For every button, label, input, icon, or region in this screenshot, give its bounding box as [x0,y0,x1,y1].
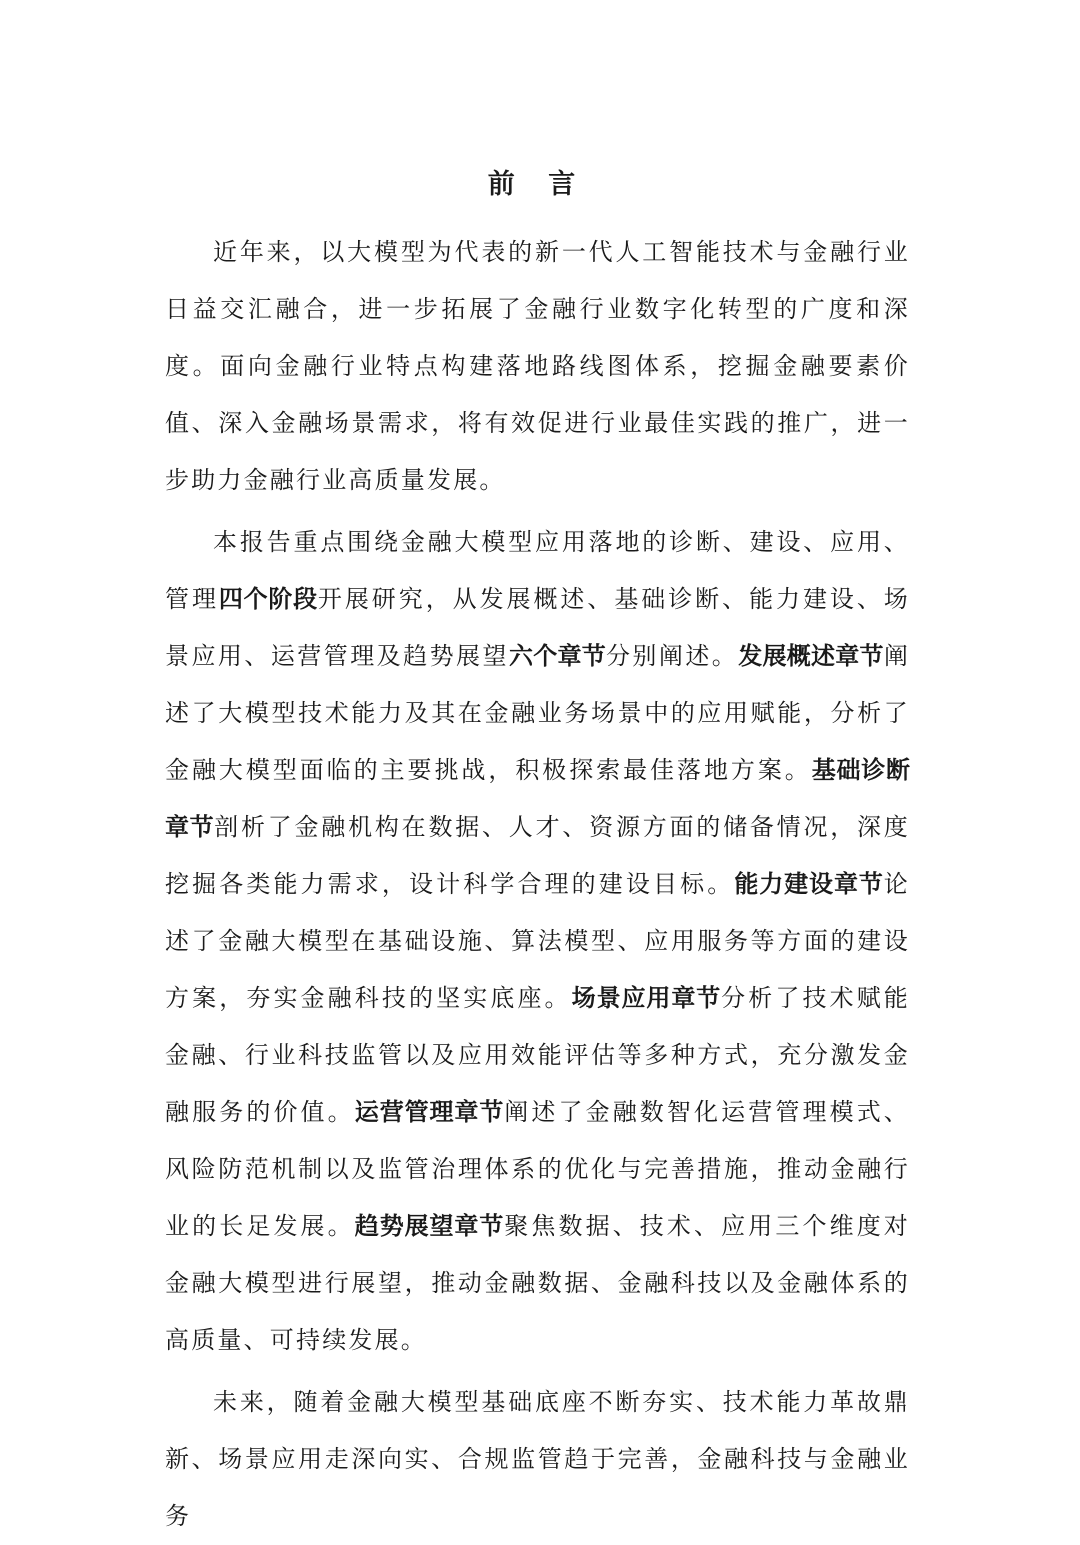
text-segment: 阐述了大模型技术能力及其在金融业务场景中的应用赋能，分析了金融大模型面临的主要挑战，积极探索最佳落地方案。 [165,642,911,784]
text-segment: 聚焦数据、技术、应用三个维度对金融大模型进行展望，推动金融数据、金融科技以及金融体系的高质量、可持续发展。 [165,1212,911,1354]
paragraph-future: 未来，随着金融大模型基础底座不断夯实、技术能力革故鼎新、场景应用走深向实、合规监管趋于完善，金融科技与金融业务 [165,1388,910,1530]
paragraph-report-overview [165,514,910,1369]
text-segment: 本报告重点围绕金融大模型应用落地的诊断、建设、应用、管理 [165,528,910,613]
page-title: 前 言 [487,169,588,200]
text-segment: 分析了技术赋能金融、行业科技监管以及应用效能评估等多种方式，充分激发金融服务的价值。 [165,984,911,1126]
document-page [165,160,910,1545]
text-segment: 剖析了金融机构在数据、人才、资源方面的储备情况，深度挖掘各类能力需求，设计科学合理的建设目标。 [165,813,910,898]
text-segment: 论述了金融大模型在基础设施、算法模型、应用服务等方面的建设方案，夯实金融科技的坚实底座。 [165,870,910,1012]
text-segment: 阐述了金融数智化运营管理模式、风险防范机制以及监管治理体系的优化与完善措施，推动金融行业的长足发展。 [165,1098,911,1240]
bold-chapter-scenario: 场景应用章节 [571,984,722,1012]
bold-chapter-trends: 趋势展望章节 [354,1212,505,1240]
text-segment: 分别阐述。 [605,642,739,670]
bold-chapter-capability: 能力建设章节 [734,870,884,898]
paragraph-intro: 近年来，以大模型为代表的新一代人工智能技术与金融行业日益交汇融合，进一步拓展了金融行业数字化转型的广度和深度。面向金融行业特点构建落地路线图体系，挖掘金融要素价值、深入金融场景需求，将有效促进行业最佳实践的推广，进一步助力金融行业高质量发展。 [165,238,910,494]
bold-four-stages: 四个阶段 [218,585,318,613]
text-segment: 开展研究，从发展概述、基础诊断、能力建设、场景应用、运营管理及趋势展望 [165,585,911,670]
bold-six-chapters: 六个章节 [508,642,606,670]
bold-chapter-operations: 运营管理章节 [354,1098,505,1126]
bold-chapter-diagnosis: 基础诊断章节 [165,756,910,841]
bold-chapter-overview: 发展概述章节 [738,642,884,670]
